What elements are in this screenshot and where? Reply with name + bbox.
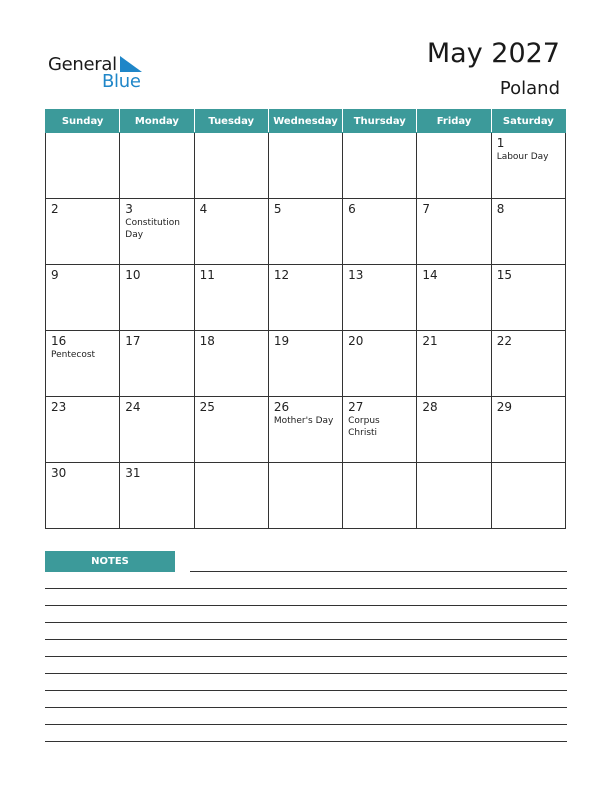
calendar-day-cell (491, 265, 565, 331)
logo-text-blue: Blue (102, 71, 141, 92)
calendar-day-cell (268, 199, 342, 265)
calendar-day-cell (194, 265, 268, 331)
calendar-day-cell (343, 397, 417, 463)
calendar-day-cell (343, 199, 417, 265)
day-number: 19 (273, 334, 290, 348)
calendar-day-cell (268, 397, 342, 463)
logo-triangle-icon (120, 56, 142, 72)
note-line (45, 741, 567, 742)
weekday-header: Saturday (491, 110, 565, 133)
holiday-label: Labour Day (496, 152, 549, 162)
weekday-header-row (46, 110, 566, 133)
holiday-label: Mother's Day (273, 416, 334, 426)
day-number: 9 (51, 268, 59, 282)
day-number: 10 (125, 268, 141, 282)
calendar-day-cell (46, 133, 120, 199)
day-number: 8 (496, 202, 505, 216)
month-title: May 2027 (426, 38, 560, 69)
calendar-day-cell (46, 199, 120, 265)
calendar-day-cell (120, 265, 194, 331)
holiday-label: Corpus Christi (348, 416, 380, 438)
calendar-day-cell (194, 463, 268, 529)
calendar-week-row (46, 199, 566, 265)
weekday-header: Monday (120, 110, 194, 133)
weekday-header: Thursday (343, 110, 417, 133)
day-number: 28 (422, 400, 438, 414)
calendar-day-cell (417, 265, 491, 331)
day-number: 16 (51, 334, 67, 348)
day-number: 22 (496, 334, 512, 348)
note-line (190, 571, 567, 572)
calendar-day-cell (120, 133, 194, 199)
note-line (45, 622, 567, 623)
note-line (45, 690, 567, 691)
calendar-day-cell (194, 199, 268, 265)
day-number: 29 (496, 400, 512, 414)
calendar-week-row (46, 397, 566, 463)
calendar-day-cell (417, 199, 491, 265)
day-number: 13 (348, 268, 364, 282)
calendar-day-cell (491, 331, 565, 397)
day-number: 24 (125, 400, 141, 414)
calendar-day-cell (491, 463, 565, 529)
calendar-day-cell (343, 331, 417, 397)
calendar-day-cell (120, 331, 194, 397)
calendar-day-cell (194, 397, 268, 463)
note-line (45, 588, 567, 589)
calendar-day-cell (194, 133, 268, 199)
calendar-day-cell (120, 397, 194, 463)
notes-header: NOTES (45, 551, 175, 572)
day-number: 31 (125, 466, 141, 480)
weekday-header: Wednesday (268, 110, 342, 133)
calendar-day-cell (343, 463, 417, 529)
day-number: 27 (348, 400, 364, 414)
calendar-day-cell (46, 463, 120, 529)
calendar-day-cell (46, 331, 120, 397)
note-line (45, 673, 567, 674)
calendar-day-cell (268, 331, 342, 397)
calendar-day-cell (268, 133, 342, 199)
day-number: 21 (422, 334, 438, 348)
day-number: 2 (51, 202, 59, 216)
country-name: Poland (499, 78, 560, 99)
day-number: 20 (348, 334, 364, 348)
day-number: 23 (51, 400, 67, 414)
note-line (45, 639, 567, 640)
calendar-day-cell (417, 133, 491, 199)
calendar-day-cell (491, 199, 565, 265)
holiday-label: Pentecost (51, 350, 96, 360)
calendar-day-cell (417, 397, 491, 463)
weekday-header: Tuesday (194, 110, 268, 133)
day-number: 25 (199, 400, 215, 414)
weekday-header: Friday (417, 110, 491, 133)
note-line (45, 605, 567, 606)
calendar-day-cell (417, 331, 491, 397)
day-number: 15 (496, 268, 512, 282)
calendar-week-row (46, 463, 566, 529)
calendar-day-cell (120, 199, 194, 265)
day-number: 12 (273, 268, 290, 282)
brand-logo (48, 54, 158, 94)
note-line (45, 724, 567, 725)
day-number: 7 (422, 202, 431, 216)
calendar-grid (45, 109, 566, 529)
day-number: 1 (496, 136, 505, 150)
calendar-week-row (46, 331, 566, 397)
calendar-day-cell (343, 133, 417, 199)
note-line (45, 656, 567, 657)
day-number: 5 (273, 202, 282, 216)
day-number: 26 (273, 400, 290, 414)
calendar-day-cell (417, 463, 491, 529)
calendar-day-cell (46, 265, 120, 331)
weekday-header: Sunday (46, 110, 120, 133)
calendar-day-cell (268, 463, 342, 529)
day-number: 6 (348, 202, 356, 216)
calendar-day-cell (343, 265, 417, 331)
logo-text-general: General (48, 54, 117, 75)
note-line (45, 707, 567, 708)
calendar-day-cell (491, 133, 565, 199)
day-number: 11 (199, 268, 215, 282)
calendar-week-row (46, 265, 566, 331)
day-number: 3 (125, 202, 133, 216)
day-number: 30 (51, 466, 67, 480)
holiday-label: Constitution Day (125, 218, 180, 240)
calendar-week-row (46, 133, 566, 199)
day-number: 17 (125, 334, 141, 348)
calendar-day-cell (120, 463, 194, 529)
day-number: 14 (422, 268, 438, 282)
day-number: 18 (199, 334, 215, 348)
calendar-day-cell (268, 265, 342, 331)
calendar-day-cell (46, 397, 120, 463)
day-number: 4 (199, 202, 208, 216)
calendar-day-cell (194, 331, 268, 397)
calendar-day-cell (491, 397, 565, 463)
calendar-body (46, 133, 566, 529)
